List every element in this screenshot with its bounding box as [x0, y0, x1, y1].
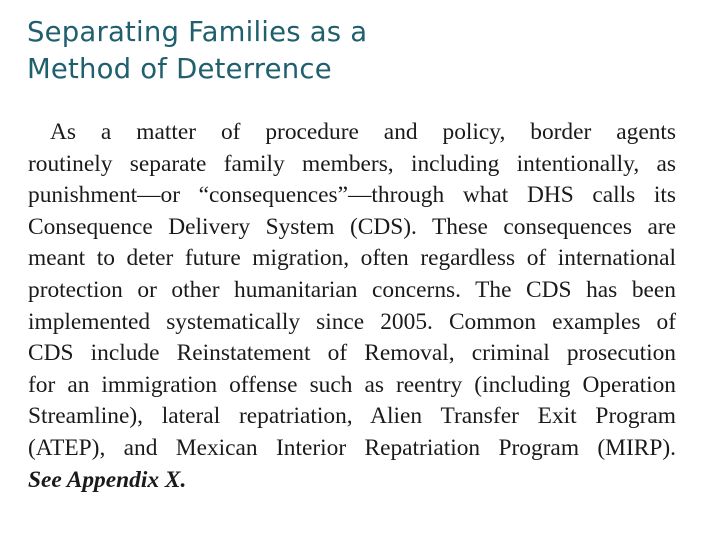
- paragraph-line: meant to deter future migration, often regardless of international: [28, 245, 676, 272]
- heading-line-1: Separating Families as a: [27, 16, 368, 48]
- paragraph-line: protection or other humanitarian concerns. The CDS has been: [28, 276, 676, 303]
- paragraph-line: for an immigration offense such as reentry (including Operation: [28, 371, 676, 398]
- paragraph-line: punishment—or “consequences”—through what DHS calls its: [28, 182, 676, 209]
- see-appendix-reference: See Appendix X.: [28, 466, 187, 493]
- body-paragraph: [28, 117, 676, 496]
- heading-line-2: Method of Deterrence: [27, 53, 332, 85]
- paragraph-line: routinely separate family members, including intentionally, as: [28, 150, 676, 177]
- section-heading: [27, 14, 687, 88]
- paragraph-line: (ATEP), and Mexican Interior Repatriation Program (MIRP).: [28, 434, 676, 461]
- paragraph-line: implemented systematically since 2005. Common examples of: [28, 308, 676, 335]
- paragraph-line: As a matter of procedure and policy, border agents: [50, 119, 676, 145]
- paragraph-line: Consequence Delivery System (CDS). These consequences are: [28, 213, 676, 240]
- paragraph-line: Streamline), lateral repatriation, Alien Transfer Exit Program: [28, 403, 676, 430]
- paragraph-line: CDS include Reinstatement of Removal, criminal prosecution: [28, 340, 676, 367]
